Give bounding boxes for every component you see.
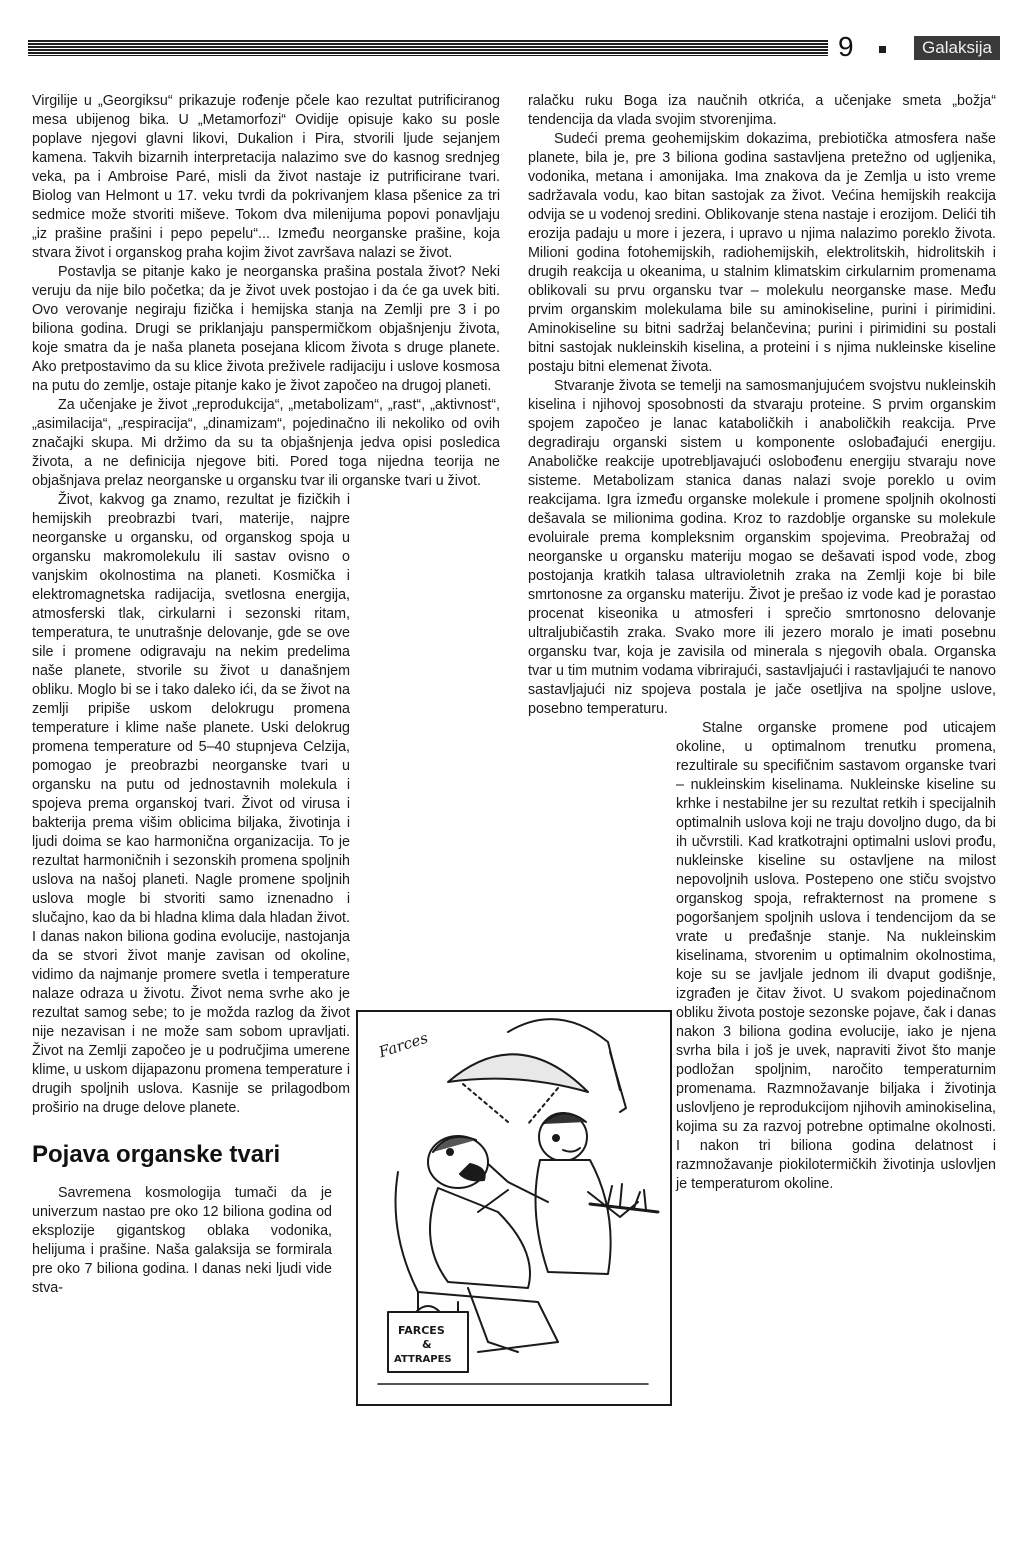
paragraph: Stvaranje života se temelji na samosmanjujućem svojstvu nukleinskih kiselina i njihovoj sposobnosti da stvaraju proteine. S prvim organskim spojem započeo je lanac kataboličkih i anaboličkih reakcija. Prve degradiraju organski sistem u komponente oslobađajući energiju. Anaboličke reakcije upotrebljavajući oslobođenu energiju stvaraju nove sisteme. Metabolizam stanica danas nalazi svoje poreklo u ovim reakcijama. Igra između organske molekule i promene spoljnih okolnosti dešavala se milionima godina. Kroz to razdoblje organske su molekule evoluirale prema kompleksnim organskim spojevima. Preobražaj od neorganske u organsku materiju mogao se dešavati ispod vode, zbog postojanja kratkih talasa ultravioletnih zraka na Zemlji koje bi bile smrtonosne za organsku materiju. Život je prešao iz vode kad je porastao procenat kiseonika u atmosferi i sprečio smrtonosno delovanje ultraljubičastih zraka. Svako more ili jezero moralo je imati posebnu organsku tvar, koja je zavisila od minerala s njegovih obala. Organska tvar u tim mutnim vodama vibrirajući, sastavljajući i rastavljajući te nanovo sastavljajući niz spojeva postala je jače osetljiva na spoljne uslove, posebno temperaturu. [528, 378, 996, 717]
section-heading: Pojava organske tvari [32, 1141, 281, 1168]
page-number: 9 [838, 31, 854, 62]
paragraph: Stalne organske promene pod uticajem okoline, u optimalnom trenutku promena, rezultirale su specifičnim sastavom organske tvari – nukleinskim kiselinama. Nukleinske kiseline su krhke i nestabilne jer su rezultat retkih i specijalnih optimalnih uslova koji ne traju dovoljno dugo, da bi ih učvrstili. Kad kratkotrajni optimalni uslovi prođu, nukleinske kiseline su ostavljene na milost nepovoljnih uslova. Postepeno one stiču svojstvo organskog spoja, refrakternost na promene s pogoršanjem spoljnih uslova i tendencijom da se vrate u pređašnje stanje. Na nukleinskim kiselinama, stvorenim u optimalnim okolnostima, koje su se javljale jednom ili dvaput godišnje, izgrađen je čitav život. U svakom pojedinačnom obliku života postoje sezonske pojave, čak i danas nakon 3 biliona godina evolucije, iako je njena svrha bila i još je uvek, napraviti život što manje podložan spoljnim, naročito temperaturnim promenama. Razmnožavanje biljaka i životinja uslovljeno je reprodukcijom njihovih aminokiselina, kojima su za razvoj potrebne optimalne okolnosti. I nakon tri biliona godina delatnost i razmnožavanje piokilotermičkih životinja uslovljen je temperaturom okoline. [676, 720, 996, 1192]
page-header [28, 31, 1000, 64]
dentist-cartoon [356, 1010, 672, 1406]
cartoon-signature: Farces [376, 1028, 431, 1062]
header-rule [28, 40, 828, 56]
case-label-line-1: FARCES [398, 1324, 445, 1337]
paragraph: Postavlja se pitanje kako je neorganska prašina postala život? Neki veruju da nije bilo početka; da je život uvek postojao i da će ga uvek biti. Ovo verovanje negiraju fizička i hemijska stanja na Zemlji pre 3 i po biliona godina. Drugi se priklanjaju panspermičkom objašnjenju života, koje smatra da je naša planeta posejana klicom života s druge planete. Ako pretpostavimo da su klice života preživele radijaciju i uslove kosmosa na putu do zemlje, ostaje pitanje kako je život započeo na drugoj planeti. [32, 264, 500, 394]
paragraph: Savremena kosmologija tumači da je univerzum nastao pre oko 12 biliona godina od eksplozije gigantskog oblaka vodonika, helijuma i prašine. Naša galaksija se formirala pre oko 7 biliona godina. I danas neki ljudi vide stva- [32, 1185, 332, 1296]
paragraph: Život, kakvog ga znamo, rezultat je fizičkih i hemijskih preobrazbi tvari, materije, najpre neorganske u organsku, od organskog spoja u organsku makromolekulu ili sastav ovisno o vanjskim okolnostima na planeti. Kosmička i elektromagnetska radijacija, svetlosna energija, atmosferski tlak, cirkularni i sezonski ritam, temperatura, te unutrašnje delovanje, gde se ove sile i promene odigravaju na nekim predelima naše planete, stvorile su život u današnjem obliku. Moglo bi se i tako daleko ići, da se život na zemlji pripiše uskom delokrugu promena temperature i klime naše planete. Uski delokrug promena temperature od 5–40 stupnjeva Celzija, pomogao je preobrazbi neorganske tvari u organsku na putu od jednostavnih molekula i spojeva prema organskoj tvari. Život od virusa i bakterija prema višim oblicima biljaka, životinja i ljudi doima se kao harmonična organizacija. To je rezultat harmoničnih i sezonskih promena spoljnih uslova na našoj planeti. Nagle promene spoljnih uslova mogle bi stvoriti samo iznenadno i slučajno, kao da bi hladna klima dala hladan život. I danas nakon biliona godina evolucije, nastojanja da se stvori život manje zavisan od okoline, vidimo da najmanje promere svetla i temperature nalaze odraza u životu. Život nema svrhe ako je rezultat samog sebe; to je možda razlog da život nije nezavisan i ne može sam sobom upravljati. Život na Zemlji započeo je u područjima umerene klime, u uskom dijapazonu promena temperature i drugih spoljnih uslova. Kasnije se prilagodbom proširio na druge delove planete. [32, 492, 350, 1116]
paragraph: Za učenjake je život „reprodukcija“, „metabolizam“, „rast“, „aktivnost“, „asimilacija“, „respiracija“, „dinamizam“, pojedinačno ili nekoliko od ovih značajki skupa. Mi držimo da su ta objašnjenja jedva opisi posledica života, a ne definicija njegove biti. Pored toga nijedna teorija ne objašnjava prelaz neorganske u organsku tvar ili organske tvari u život. [32, 397, 500, 489]
section-label: Galaksija [914, 36, 1000, 60]
case-label-line-3: ATTRAPES [394, 1354, 452, 1365]
paragraph: Sudeći prema geohemijskim dokazima, prebiotička atmosfera naše planete, bila je, pre 3 biliona godina sastavljena pretežno od ugljenika, vodonika, metana i amonijaka. Ima znakova da je Zemlja u isto vreme sadržavala vodu, kao bitan sastojak za život. Većina hemijskih reakcija odvija se u vodenoj sredini. Oblikovanje stena nastaje i erozijom. Delići tih erozija padaju u more i jezera, i upravo u njima nalazimo poreklo života. Milioni godina fotohemijskih, radiohemijskih, elektrolitskih, hidrolitskih i drugih reakcija u okeanima, u stalnim klimatskim cirkularnim promenama oblikovali su prvu organsku tvar – molekulu neorganske mase. Među prvim organskim molekulama bile su aminokiseline, purini i pirimidini. Aminokiseline su bitni sadržaj belančevina; purini i pirimidini su postali bitni sastojak nukleinskih kiselina, a proteini i s njima nukleinske kiseline postaju bitni elemenat života. [528, 131, 996, 375]
cartoon-illustration [358, 1012, 670, 1404]
paragraph: Virgilije u „Georgiksu“ prikazuje rođenje pčele kao rezultat putrificiranog mesa ubijenog bika. U „Metamorfozi“ Ovidije opisuje kako su posle poplave njegovi glavni likovi, Dukalion i Pira, stvorili ljude sejanjem kamena. Takvih bizarnih interpretacija nalazimo sve do kasnog srednjeg veka, pa i Ambroise Paré, misli da život nastaje iz putrificirane tvari. Biolog van Helmont u 17. veku tvrdi da pokrivanjem klasa pšenice za tri sedmice može stvoriti miševe. Tokom dva milenijuma popovi ponavljaju „iz prašine prašini i pepo pepelu“... Između neorganske prašine, koja stvara život i organskog praha kojim život završava nalazi se život. [32, 93, 500, 261]
header-bullet [879, 46, 886, 53]
case-label-line-2: & [422, 1338, 432, 1351]
lower-left-block [32, 1140, 332, 1298]
paragraph: ralačku ruku Boga iza naučnih otkrića, a učenjake smeta „božja“ tendencija da vlada svojim stvorenjima. [528, 93, 996, 128]
